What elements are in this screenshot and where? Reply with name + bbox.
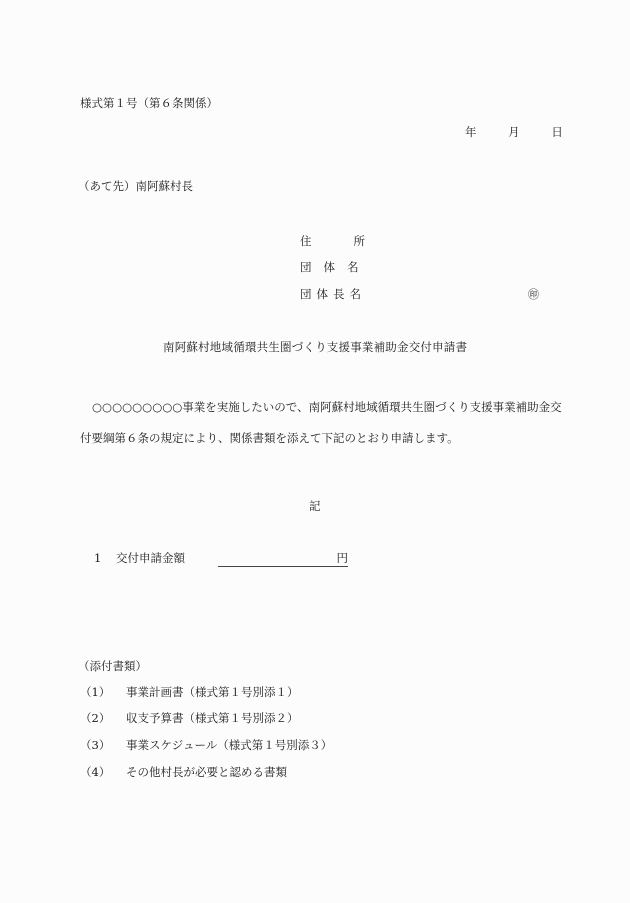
item-application-amount: [94, 553, 185, 565]
attachment-text: 収支予算書（様式第１号別添２）: [126, 711, 299, 725]
attachments-heading: （添付書類）: [78, 659, 147, 673]
form-number: 様式第１号（第６条関係）: [80, 96, 218, 110]
attachment-text: 事業計画書（様式第１号別添１）: [126, 685, 299, 699]
attachment-number: （4）: [80, 765, 111, 779]
date-year-label: 年: [465, 125, 477, 139]
attachment-item: [80, 767, 287, 779]
date-line: [465, 127, 563, 139]
body-paragraph: ○○○○○○○○○事業を実施したいので、南阿蘇村地域循環共生圏づくり支援事業補助金交付要綱第６条の規定により、関係書類を添えて下記のとおり申請します。: [80, 400, 562, 445]
attachment-number: （3）: [80, 738, 111, 752]
attachment-number: （2）: [80, 711, 111, 725]
attachment-item: [80, 713, 299, 725]
representative-label: 団体長名: [300, 287, 366, 301]
attachment-text: 事業スケジュール（様式第１号別添３）: [126, 738, 333, 752]
addressee: （あて先）南阿蘇村長: [78, 179, 193, 193]
attachment-item: [80, 740, 332, 752]
seal-icon: ㊞: [528, 288, 539, 301]
organization-label: 団体名: [300, 260, 371, 274]
attachment-number: （1）: [80, 685, 111, 699]
amount-field[interactable]: [218, 553, 348, 567]
document-title: 南阿蘇村地域循環共生圏づくり支援事業補助金交付申請書: [163, 340, 468, 354]
ki-heading: 記: [309, 499, 321, 513]
item-number: 1: [94, 551, 102, 565]
attachment-text: その他村長が必要と認める書類: [126, 765, 287, 779]
address-label: 住所: [300, 234, 407, 248]
attachment-item: [80, 687, 299, 699]
applicant-organization-row: [300, 262, 370, 274]
amount-unit: 円: [336, 551, 348, 565]
item-label: 交付申請金額: [116, 551, 185, 565]
date-month-label: 月: [508, 125, 520, 139]
applicant-address-row: [300, 234, 407, 248]
date-day-label: 日: [551, 125, 563, 139]
applicant-representative-row: [300, 289, 370, 301]
